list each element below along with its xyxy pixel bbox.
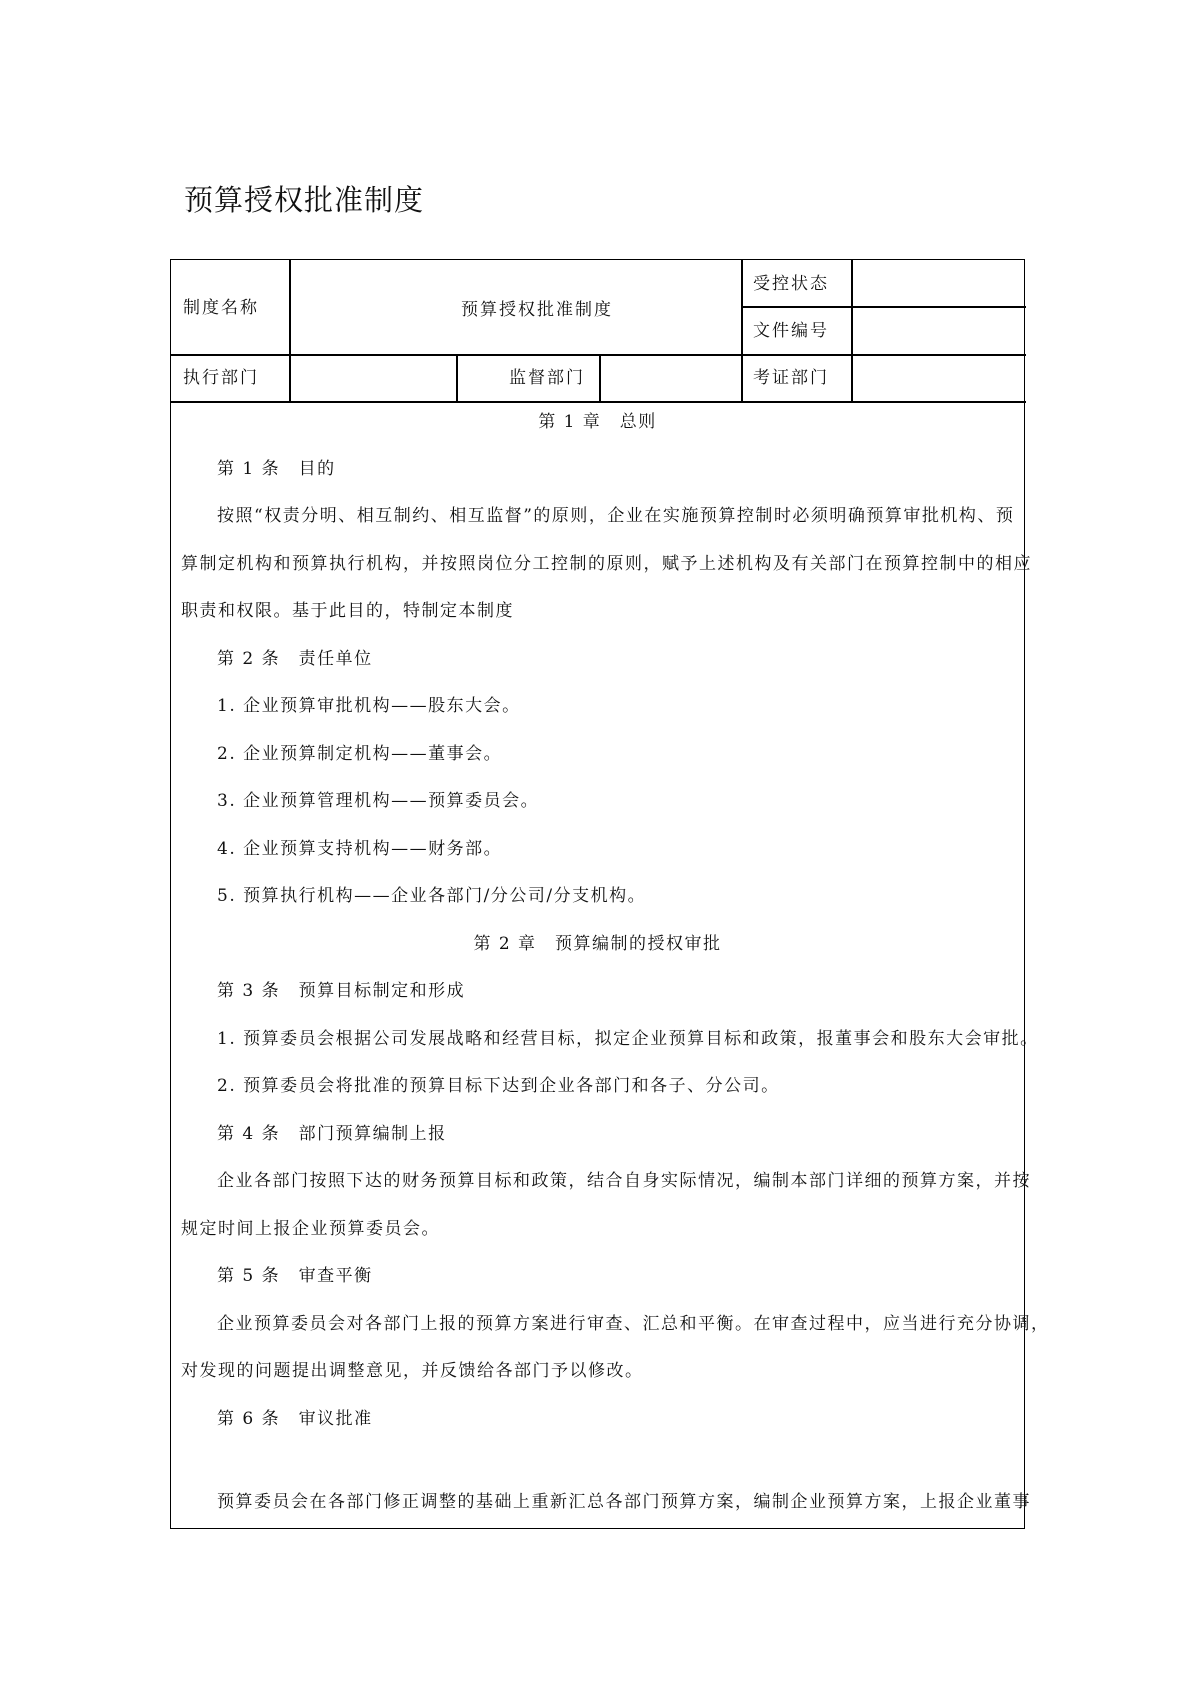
article-2-heading: 第 2 条 责任单位	[217, 649, 373, 669]
grid-line-v5	[599, 354, 601, 401]
article-4-line-2: 规定时间上报企业预算委员会。	[181, 1219, 440, 1239]
article-2-item-2: 2. 企业预算制定机构——董事会。	[217, 744, 503, 764]
verify-dept-label: 考证部门	[753, 368, 829, 388]
exec-dept-label: 执行部门	[183, 368, 259, 388]
article-6-heading: 第 6 条 审议批准	[217, 1409, 373, 1429]
document-title: 预算授权批准制度	[184, 183, 425, 217]
article-5-line-1: 企业预算委员会对各部门上报的预算方案进行审查、汇总和平衡。在审查过程中，应当进行充分协调，	[217, 1314, 1050, 1334]
grid-line-v3	[851, 260, 853, 401]
grid-line-v4	[456, 354, 458, 401]
article-1-line-2: 算制定机构和预算执行机构，并按照岗位分工控制的原则，赋予上述机构及有关部门在预算控制中的相应	[181, 554, 1032, 574]
grid-line-h1	[741, 306, 1026, 308]
chapter-2-heading: 第 2 章 预算编制的授权审批	[473, 934, 722, 954]
article-1-line-1: 按照“权责分明、相互制约、相互监督”的原则，企业在实施预算控制时必须明确预算审批机构、预	[217, 506, 1015, 526]
article-3-item-2: 2. 预算委员会将批准的预算目标下达到企业各部门和各子、分公司。	[217, 1076, 780, 1096]
regulation-table	[170, 259, 1050, 1529]
article-5-heading: 第 5 条 审查平衡	[217, 1266, 373, 1286]
control-status-label: 受控状态	[753, 274, 829, 294]
article-4-line-1: 企业各部门按照下达的财务预算目标和政策，结合自身实际情况，编制本部门详细的预算方案，并按	[217, 1171, 1031, 1191]
article-2-item-5: 5. 预算执行机构——企业各部门/分公司/分支机构。	[217, 886, 647, 906]
name-label: 制度名称	[183, 298, 259, 318]
article-5-line-2: 对发现的问题提出调整意见，并反馈给各部门予以修改。	[181, 1361, 644, 1381]
grid-line-h3	[171, 401, 1026, 403]
chapter-1-heading: 第 1 章 总则	[538, 412, 657, 432]
name-value: 预算授权批准制度	[461, 300, 613, 320]
article-1-heading: 第 1 条 目的	[217, 459, 336, 479]
article-2-item-1: 1. 企业预算审批机构——股东大会。	[217, 696, 521, 716]
article-2-item-3: 3. 企业预算管理机构——预算委员会。	[217, 791, 540, 811]
grid-line-v1	[289, 260, 291, 401]
supervise-dept-label: 监督部门	[509, 368, 585, 388]
article-6-line-1: 预算委员会在各部门修正调整的基础上重新汇总各部门预算方案，编制企业预算方案，上报企业董事	[217, 1492, 1031, 1512]
article-1-line-3: 职责和权限。基于此目的，特制定本制度	[181, 601, 514, 621]
article-3-item-1: 1. 预算委员会根据公司发展战略和经营目标，拟定企业预算目标和政策，报董事会和股东大会审批。	[217, 1029, 1039, 1049]
article-3-heading: 第 3 条 预算目标制定和形成	[217, 981, 466, 1001]
grid-line-v2	[741, 260, 743, 401]
article-2-item-4: 4. 企业预算支持机构——财务部。	[217, 839, 503, 859]
article-4-heading: 第 4 条 部门预算编制上报	[217, 1124, 447, 1144]
file-number-label: 文件编号	[753, 321, 829, 341]
